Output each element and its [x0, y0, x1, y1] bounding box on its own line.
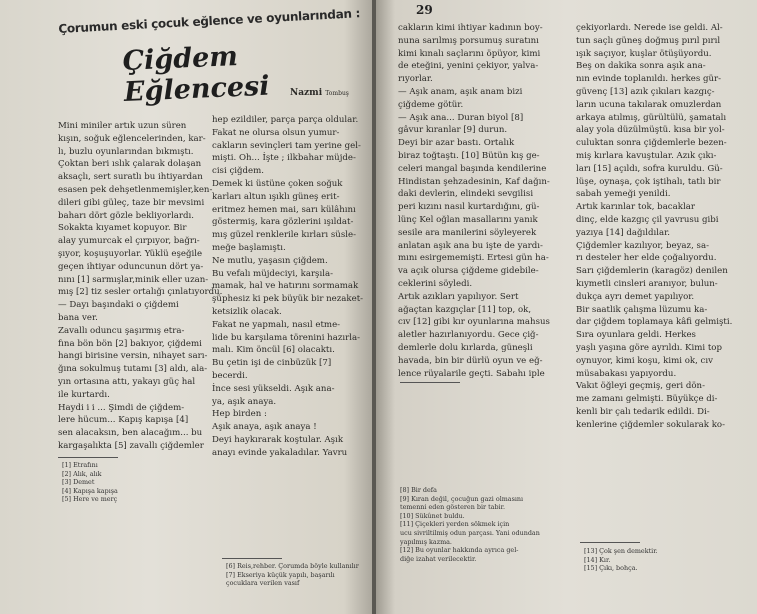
text-line: gâvur kıranlar [9] durun. — [398, 125, 508, 136]
text-line: mını esirgememişti. Ertesi gün ha- — [398, 253, 549, 264]
footnote: [13] Çok şen demektir. — [584, 547, 658, 555]
text-line: dar çiğdem toplamaya kâfi gelmişti. — [576, 317, 733, 328]
footnote: [1] Etrafını — [62, 461, 98, 469]
text-line: sesile ara manilerini söyleyerek — [398, 227, 537, 238]
text-line: lide bu karşılama törenini hazırla- — [212, 332, 360, 343]
text-line: culuktan sonra çiğdemlerle bezen- — [576, 138, 727, 149]
page-number: 29 — [416, 3, 433, 17]
text-line: oynuyor, kimi koşu, kimi ok, cıv — [576, 355, 713, 366]
article-title: Çiğdem Eğlencesi — [122, 40, 271, 108]
footnote: [8] Bir defa — [400, 486, 437, 494]
text-line: becerdi. — [212, 370, 248, 381]
footnote: [5] Here ve merç — [62, 495, 118, 504]
text-line: ya, aşık anaya. — [212, 396, 277, 407]
text-line: Artık azıkları yapılıyor. Sert — [398, 291, 519, 302]
text-line: Artık karınlar tok, bacaklar — [576, 202, 695, 213]
text-line: hangi birisine versin, nihayet sarı- — [58, 351, 208, 362]
text-line: — Dayı başındaki o çiğdemi — [58, 300, 179, 311]
footnote: [12] Bu oyunlar hakkında ayrıca gel- — [400, 546, 519, 555]
text-line: Mini miniler artık uzun süren — [58, 121, 187, 131]
text-line: Haydi i i ... Şimdi de çiğdem- — [58, 402, 185, 413]
author-name — [290, 88, 349, 98]
footnotes-column-1 — [62, 461, 202, 504]
text-line: nuna sarılmış porsumuş suratını — [398, 35, 539, 46]
footnote: temenni eden gösteren bir tabir. — [400, 503, 505, 512]
footnote: [7] Ekseriya küçük yapılı, başarılı — [226, 570, 335, 579]
right-page — [376, 0, 757, 614]
text-line: Sokakta kıyamet kopuyor. Bir — [58, 223, 187, 234]
text-line: demlerle dolu kırlarda, güneşli — [398, 342, 533, 353]
text-column-4 — [576, 22, 748, 432]
text-line: dinç, elde kazgıç çil yavrusu gibi — [576, 214, 719, 225]
text-line: cakların kimi ihtiyar kadının boy- — [398, 23, 543, 33]
text-line: eritmez hemen mai, sarı külâhını — [212, 204, 356, 215]
text-line: Ne mutlu, yaşasın çiğdem. — [212, 255, 328, 266]
text-line: biraz toğtaştı. [10] Bütün kış ge- — [398, 150, 540, 161]
text-line: İnce sesi yükseldi. Aşık ana- — [212, 383, 335, 394]
text-line: ceklerini söyledi. — [398, 278, 473, 289]
text-line: daki devlerin, elindeki sevgilisi — [398, 189, 534, 200]
text-line: çekiyorlardı. Nerede ise geldi. Al- — [576, 23, 723, 33]
author-surname: Tombuş — [325, 90, 349, 97]
text-line: ışık saçıyor, kuşlar ötüşüyordu. — [576, 48, 712, 59]
text-line: miş kırlara kavuştular. Azık çıkı- — [576, 150, 717, 161]
text-line: havada, bin bir dürlü oyun ve eğ- — [398, 355, 543, 366]
text-line: anlatan aşık ana bu işte de yardı- — [398, 240, 543, 251]
text-line: kimi kınalı saçlarını öpüyor, kimi — [398, 48, 541, 59]
text-line: Vakıt öğleyi geçmiş, geri dön- — [576, 381, 705, 392]
text-line: baharı dört gözle bekliyorlardı. — [58, 210, 194, 221]
text-line: şüphesiz ki pek büyük bir nezaket- — [212, 294, 364, 305]
text-line: kenli bir çalı tedarik edildi. Di- — [576, 406, 710, 417]
footnote-rule — [580, 542, 640, 543]
text-line: ağaçtan kazgıçlar [11] top, ok, — [398, 304, 532, 315]
text-line: esasen pek dehşetlenmemişler,ken- — [58, 184, 213, 195]
text-line: karları altun ışıklı güneş erit- — [212, 191, 340, 202]
footnote: diğe izahat verilecektir. — [400, 554, 477, 563]
text-line: Bu vefalı müjdeciyi, karşıla- — [212, 268, 333, 279]
text-line: şıyor, koşuşuyorlar. Yüklü eşeğile — [58, 248, 203, 259]
text-line: nın evinde toplanıldı. herkes gür- — [576, 74, 722, 85]
text-line: nını [1] sarmışlar,minik eller uzan- — [58, 274, 209, 285]
text-line: peri kızını nasıl kurtardığını, gü- — [398, 202, 540, 213]
footnote: ucu sivriltilmiş odun parçası. Yani odundan — [400, 528, 540, 537]
text-line: fına bön bön [2] bakıyor, çiğdemi — [58, 338, 202, 349]
text-line: kenlerine çiğdemler sokularak ko- — [576, 419, 725, 430]
text-line: malı. Kim öncül [6] olacaktı. — [212, 345, 335, 356]
text-line: meğe başlamıştı. — [212, 242, 286, 253]
footnote: çocuklara verilen vasıf — [226, 579, 300, 588]
footnote: [14] Kır. — [584, 555, 611, 564]
text-line: lence rüyalarile geçti. Sabahı iple — [398, 368, 545, 379]
text-line: ile kurtardı. — [58, 389, 110, 400]
text-line: Fakat ne olursa olsun yumur- — [212, 127, 340, 138]
text-line: Beş on dakika sonra aşık ana- — [576, 61, 706, 72]
text-line: alay yola düzülmüştü. kısa bir yol- — [576, 125, 725, 136]
text-line: ların ucuna takılarak omuzlerdan — [576, 99, 722, 110]
text-line: mişti. Oh... İşte ; ilkbahar müjde- — [212, 153, 356, 164]
text-line: — Aşık anam, aşık anam bizi — [398, 86, 523, 97]
text-line: rıyorlar. — [398, 74, 433, 85]
footnote: [3] Demet — [62, 478, 95, 487]
footnotes-column-4 — [584, 547, 744, 573]
text-line: Hindistan şehzadesinin, Kaf dağın- — [398, 176, 550, 187]
footnote: [6] Reis,rehber. Çorumda böyle kullanılır — [226, 562, 359, 570]
text-line: sabah yemeği yenildi. — [576, 189, 671, 200]
footnote-rule — [58, 457, 118, 458]
text-line: mamak, hal ve hatırını sormamak — [212, 281, 359, 292]
footnotes-column-2 — [226, 562, 366, 588]
text-line: müsabakası yapıyordu. — [576, 368, 677, 379]
text-line: cakların sevinçleri tam yerine gel- — [212, 140, 361, 151]
text-line: ğına sokulmuş tutamı [3] aldı, ala- — [58, 364, 208, 375]
text-line: Fakat ne yapmalı, nasıl etme- — [212, 319, 341, 330]
footnote: [15] Çıkı, bohça. — [584, 564, 638, 573]
text-line: aletler hazırlanıyordu. Gece çiğ- — [398, 330, 539, 341]
footnote-rule — [222, 558, 282, 559]
text-line: Deyi haykırarak koştular. Aşık — [212, 434, 344, 445]
text-line: dileri gibi güleç, taze bir mevsimi — [58, 197, 205, 208]
text-column-3 — [398, 22, 566, 380]
footnotes-column-3 — [400, 486, 572, 563]
text-line: kargaşalıkta [5] zavallı çiğdemler — [58, 440, 204, 451]
text-line: me zamanı gelmişti. Büyükçe di- — [576, 394, 718, 405]
text-line: celeri mangal başında kendilerine — [398, 163, 547, 174]
text-line: Hep birden : — [212, 409, 267, 420]
author-first: Nazmi — [290, 88, 323, 98]
text-line: cisi çiğdem. — [212, 166, 264, 177]
text-line: Zavallı oduncu şaşırmış etra- — [58, 325, 185, 336]
text-line: kıymetli cinsleri aranıyor, bulun- — [576, 278, 718, 289]
text-line: aksaçlı, sert suratlı bu ihtiyardan — [58, 172, 203, 183]
text-line: dukça ayrı demet yapılıyor. — [576, 291, 695, 302]
text-line: Çiğdemler kazılıyor, beyaz, sa- — [576, 240, 709, 251]
footnote: [2] Alık, alık — [62, 469, 102, 478]
text-line: mış [2] tiz sesler ortalığı çınlatıyordu. — [58, 287, 223, 298]
text-line: ketsizlik olacak. — [212, 306, 282, 317]
footnote: [9] Kıran değil, çocuğun gazi olmasını — [400, 494, 524, 503]
section-header: Çorumun eski çocuk eğlence ve oyunlarından : — [58, 6, 361, 36]
text-line: göstermiş, kara gözlerini ışıldat- — [212, 217, 354, 228]
text-line: Çoktan beri ıslık çalarak dolaşan — [58, 159, 202, 170]
footnote: [4] Kapışa kapışa — [62, 486, 118, 495]
text-line: va açık olursa çiğdeme gidebile- — [398, 266, 539, 277]
text-line: güvenç [13] azık çıkıları kazgıç- — [576, 86, 715, 97]
text-line: sen alacaksın, ben alacağım... bu — [58, 428, 203, 439]
text-line: lere hücum... Kapış kapışa [4] — [58, 415, 189, 426]
text-line: anayı evinde yakaladılar. Yavru — [212, 447, 348, 458]
text-line: de eteğini, yenini çekiyor, yalva- — [398, 61, 539, 72]
text-line: rı desteler her elde çoğalıyordu. — [576, 253, 717, 264]
text-line: yazıya [14] dağıldılar. — [576, 227, 670, 238]
text-line: arkaya atılmış, gürültülü, şamatalı — [576, 112, 727, 123]
text-line: yın ortasına attı, yakayı güç hal — [58, 376, 196, 387]
text-line: mış güzel renklerile kırları süsle- — [212, 230, 356, 241]
text-line: Demek ki üstüne çoken soğuk — [212, 178, 343, 189]
text-line: Bu çetin işi de cinbüzük [7] — [212, 358, 332, 369]
text-line: çiğdeme götür. — [398, 99, 464, 110]
text-line: bana ver. — [58, 312, 98, 323]
left-page — [0, 0, 374, 614]
text-line: cıv [12] gibi kır oyunlarına mahsus — [398, 317, 550, 328]
footnote-rule — [400, 382, 460, 383]
text-line: alay yumurcak el çırpıyor, bağrı- — [58, 236, 200, 247]
text-column-1 — [58, 120, 223, 453]
text-line: Sıra oyunlara geldi. Herkes — [576, 330, 696, 341]
text-column-2 — [212, 114, 366, 460]
text-line: Bir saatlik çalışma lüzumu ka- — [576, 304, 708, 315]
footnote: [10] Sükûnet buldu. — [400, 511, 465, 520]
text-line: — Aşık ana... Duran biyol [8] — [398, 112, 524, 123]
text-line: Aşık anaya, aşık anaya ! — [212, 422, 317, 433]
text-line: ları [15] açıldı, sofra kuruldu. Gü- — [576, 163, 723, 174]
text-line: Deyi bir azar bastı. Ortalık — [398, 138, 515, 149]
text-line: geçen ihtiyar oduncunun dört ya- — [58, 261, 204, 272]
text-line: lünç Kel oğlan masallarını yanık — [398, 214, 538, 225]
text-line: kışın, soğuk eğlencelerinden, kar- — [58, 133, 206, 144]
text-line: hep ezildiler, parça parça oldular. — [212, 115, 359, 125]
text-line: tun saçlı güneş doğmuş pırıl pırıl — [576, 35, 721, 46]
footnote: [11] Çiçekleri yerden sökmek için — [400, 520, 510, 529]
text-line: lı, buzlu oyunlarından bıkmıştı. — [58, 146, 194, 157]
text-line: yaşlı yaşına göre ayrıldı. Kimi top — [576, 342, 722, 353]
text-line: Sarı çiğdemlerin (karagöz) denilen — [576, 266, 728, 277]
footnote: yapılmış kazma. — [400, 537, 452, 546]
text-line: lüşe, oynaşa, çok iştihalı, tatlı bir — [576, 176, 721, 187]
